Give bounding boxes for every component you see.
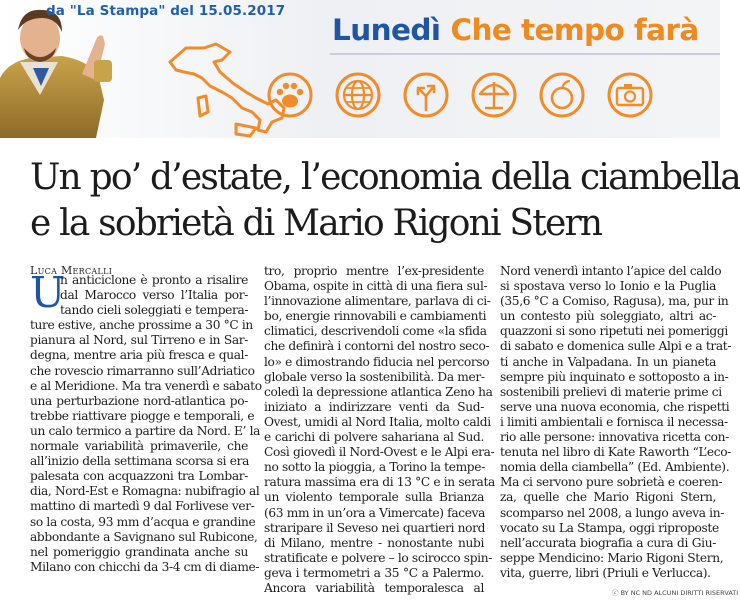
- article-text-line: e al Meridione. Ma tra venerdì e sabato: [30, 378, 262, 393]
- article-column-2: [264, 264, 495, 596]
- article-text-line: si spostava verso lo Ionio e la Puglia: [500, 279, 716, 294]
- article-text-line: iniziato a indirizzare venti da Sud-: [264, 399, 484, 414]
- section-rule: [330, 53, 720, 55]
- article-text-line: serve una nuova economia, che rispetti: [500, 399, 730, 414]
- article-text-line: tenuta nel libro di Kate Raworth “L’eco-: [500, 445, 731, 460]
- paw-icon: [265, 70, 315, 120]
- article-text-line: (35,6 °C a Comiso, Ragusa), ma, pur in: [500, 294, 729, 309]
- article-headline: [30, 155, 740, 247]
- article-text-line: vocato su La Stampa, oggi riproposte: [500, 520, 719, 535]
- drop-cap: U: [30, 268, 66, 317]
- article-text-line: nel pomeriggio grandinata anche su: [30, 544, 248, 559]
- article-text-line: un violento temporale sulla Brianza: [264, 490, 484, 505]
- article-text-line: ture estive, anche prossime a 30 °C in: [30, 318, 253, 333]
- camera-icon: [605, 70, 655, 120]
- article-text-line: ratura massima era di 13 °C e in serata: [264, 475, 495, 490]
- source-line: da "La Stampa" del 15.05.2017: [46, 3, 286, 19]
- article-text-line: Ovest, umidi al Nord Italia, molto caldi: [264, 414, 491, 429]
- road-sign-icon: [401, 70, 451, 120]
- article-text-line: Milano con chicchi da 3-4 cm di diame-: [30, 559, 260, 574]
- article-text-line: no sotto la pioggia, a Torino la tempe-: [264, 460, 485, 475]
- fruit-icon: [537, 70, 587, 120]
- article-text-line: tando cieli soleggiati e tempera-: [60, 303, 249, 318]
- article-text-line: n anticiclone è pronto a risalire: [60, 273, 248, 287]
- article-text-line: un calo termico a partire da Nord. E’ la: [30, 423, 261, 438]
- article-text-line: za, quelle che Mario Rigoni Stern,: [500, 490, 716, 505]
- article-text-line: quazzoni si sono ripetuti nei pomeriggi: [500, 324, 728, 339]
- article-text-line: di Milano, mentre - nonostante nubi: [264, 535, 484, 550]
- article-text-line: coledì la depressione atlantica Zeno ha: [264, 384, 493, 399]
- article-text-line: stratificate e polvere – lo scirocco spin-: [264, 550, 492, 565]
- article-text-line: normale variabilità primaverile, che: [30, 439, 248, 454]
- article-text-line: Obama, ospite in città di una fiera sul-: [264, 279, 488, 294]
- article-text-line: i limiti ambientali e fornisca il necessa-: [500, 414, 728, 429]
- article-text-line: Ancora variabilità temporalesca al: [264, 580, 484, 595]
- section-name: Che tempo farà: [450, 13, 699, 47]
- article-text-line: Così giovedì il Nord-Ovest e le Alpi era-: [264, 445, 495, 460]
- article-text-line: bo, energie rinnovabili e cambiamenti: [264, 309, 487, 324]
- article-text-line: lo» e dimostrando fiducia nel percorso: [264, 354, 490, 369]
- section-title: [332, 13, 699, 47]
- article-text-line: (63 mm in un’ora a Vimercate) faceva: [264, 505, 486, 520]
- section-day: Lunedì: [332, 13, 441, 47]
- article-text-line: pianura al Nord, sul Tirreno e in Sar-: [30, 333, 248, 348]
- article-text-line: straripare il Seveso nei quartieri nord: [264, 520, 486, 535]
- cc-license-icon: ⓒ: [612, 589, 621, 597]
- headline-line: e la sobrietà di Mario Rigoni Stern: [30, 203, 602, 244]
- article-text-line: mattino di martedì 9 dal Forlivese ver-: [30, 499, 255, 514]
- article-text-line: nell’accurata biografia a cura di Giu-: [500, 535, 716, 550]
- globe-icon: [333, 70, 383, 120]
- article-text-line: dal Marocco verso l’Italia por-: [60, 288, 248, 303]
- article-text-line: seppe Mendicino: Mario Rigoni Stern,: [500, 550, 724, 565]
- article-text-line: all’inizio della settimana scorsa si era: [30, 454, 250, 469]
- article-text-line: nomia della ciambella” (Ed. Ambiente).: [500, 460, 730, 475]
- article-text-line: abbondante a Savignano sul Rubicone,: [30, 529, 258, 544]
- beach-umbrella-icon: [469, 70, 519, 120]
- article-text-line: ti anche in Valpadana. In un pianeta: [500, 354, 716, 369]
- article-text-line: so la costa, 93 mm d’acqua e grandine: [30, 514, 256, 529]
- article-text-line: climatici, descrivendoli come «la sfida: [264, 324, 487, 339]
- weather-icon-row: [265, 70, 720, 126]
- article-text-line: e carichi di polvere sahariana al Sud.: [264, 430, 484, 445]
- byline: Luca Mercalli: [30, 264, 113, 277]
- article-text-line: Ma ci servono pure sobrietà e coeren-: [500, 475, 723, 490]
- article-text-line: l’innovazione alimentare, parlava di ci-: [264, 294, 491, 309]
- article-text-line: geva i termometri a 35 °C a Palermo.: [264, 565, 484, 580]
- article-text-line: tro, proprio mentre l’ex-presidente: [264, 264, 484, 278]
- article-text-line: Nord venerdì intanto l’apice del caldo: [500, 264, 722, 278]
- article-text-line: trebbe riattivare piogge e temporali, e: [30, 408, 255, 423]
- article-column-3: [500, 264, 732, 581]
- article-text-line: dia, Nord-Est e Romagna: nubifragio al: [30, 484, 260, 499]
- article-text-line: che definirà i contorni del nostro seco-: [264, 339, 490, 354]
- article-text-line: una perturbazione nord-atlantica po-: [30, 393, 248, 408]
- article-text-line: sostenibili prelievi di materie prime ci: [500, 384, 722, 399]
- article-text-line: sempre più inquinato e sottoposto a in-: [500, 369, 729, 384]
- copyright-notice: [612, 588, 738, 597]
- header-band: [0, 0, 720, 138]
- article-text-line: vita, guerre, libri (Priuli e Verlucca).: [500, 565, 711, 580]
- article-text-line: degna, mentre aria più fresca e qual-: [30, 348, 248, 363]
- article-text-line: palesata con acquazzoni tra Lombar-: [30, 469, 248, 484]
- article-text-line: globale verso la sostenibilità. Da mer-: [264, 369, 485, 384]
- headline-line: Un po’ d’estate, l’economia della ciambella: [30, 157, 740, 198]
- article-text-line: scomparso nel 2008, a lungo aveva in-: [500, 505, 724, 520]
- copyright-text: BY NC ND ALCUNI DIRITTI RISERVATI: [620, 589, 739, 597]
- article-text-line: che rovescio rimarranno sull’Adriatico: [30, 363, 255, 378]
- article-text-line: di sabato e domenica sulle Alpi e a trat-: [500, 339, 732, 354]
- article-text-line: un contesto più soleggiato, altri ac-: [500, 309, 716, 324]
- article-text-line: rio alle persone: innovativa ricetta con-: [500, 430, 729, 445]
